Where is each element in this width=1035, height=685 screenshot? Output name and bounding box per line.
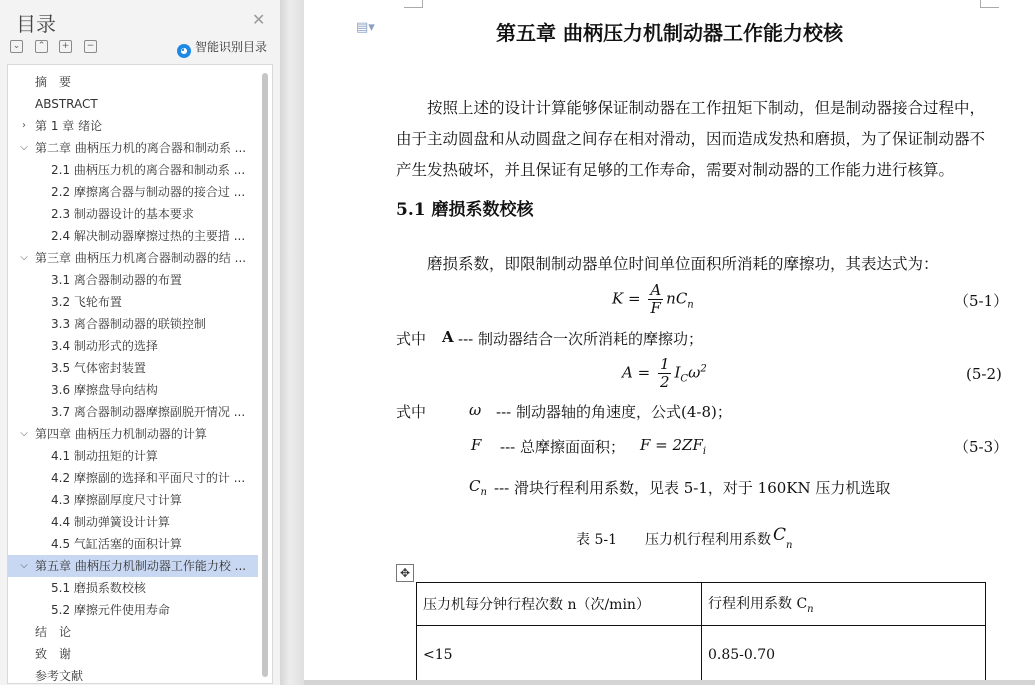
toc-item[interactable] bbox=[8, 379, 258, 401]
toc-item[interactable] bbox=[8, 247, 258, 269]
toc-list bbox=[8, 71, 258, 684]
equation-5-1: K = $\frac{A}{F}$ $nC_n$ bbox=[612, 281, 694, 317]
toc-item[interactable] bbox=[8, 665, 258, 684]
toc-item-label: 第四章 曲柄压力机制动器的计算 bbox=[35, 427, 207, 441]
intro-paragraph bbox=[396, 93, 998, 186]
equation-number: (5-2) bbox=[966, 365, 1002, 383]
toc-item[interactable] bbox=[8, 423, 258, 445]
smart-toc-label: 智能识别目录 bbox=[195, 40, 268, 54]
f-formula: $F = 2ZF_i$ bbox=[640, 436, 707, 457]
chevron-right-icon[interactable]: › bbox=[22, 120, 26, 131]
toc-item-label: 4.4 制动弹簧设计计算 bbox=[51, 515, 170, 529]
close-icon[interactable]: ✕ bbox=[252, 10, 266, 29]
toc-item[interactable] bbox=[8, 291, 258, 313]
symbol-omega: ω bbox=[469, 401, 482, 419]
smart-toc-button[interactable] bbox=[177, 38, 267, 58]
toc-item-label: 4.1 制动扭矩的计算 bbox=[51, 449, 158, 463]
toc-item-label: ABSTRACT bbox=[35, 97, 98, 111]
table-caption: 表 5-1 压力机行程利用系数 $C_n$ bbox=[576, 525, 793, 551]
toc-item[interactable] bbox=[8, 555, 258, 577]
toc-item[interactable] bbox=[8, 137, 258, 159]
toc-item-label: 2.2 摩擦离合器与制动器的接合过 ... bbox=[51, 185, 246, 199]
symbol-cn-desc: --- 滑块行程利用系数，见表 5-1，对于 160KN 压力机选取 bbox=[494, 479, 891, 497]
chapter-title: 第五章 曲柄压力机制动器工作能力校核 bbox=[496, 21, 843, 45]
toc-item-label: 第三章 曲柄压力机离合器制动器的结 ... bbox=[35, 251, 247, 265]
intro-line: 产生发热破坏，并且保证有足够的工作寿命，需要对制动器的工作能力进行核算。 bbox=[396, 161, 955, 179]
toc-item[interactable] bbox=[8, 225, 258, 247]
panel-splitter[interactable] bbox=[280, 0, 304, 685]
document-page bbox=[304, 0, 1035, 685]
toc-item[interactable] bbox=[8, 181, 258, 203]
toc-item[interactable] bbox=[8, 489, 258, 511]
toc-item-label: 第二章 曲柄压力机的离合器和制动系 ... bbox=[35, 141, 247, 155]
toc-item-label: 4.5 气缸活塞的面积计算 bbox=[51, 537, 182, 551]
toc-item[interactable] bbox=[8, 313, 258, 335]
table-cell: 0.85-0.70 bbox=[702, 626, 986, 684]
toc-item-label: 2.3 制动器设计的基本要求 bbox=[51, 207, 194, 221]
toc-item-label: 3.4 制动形式的选择 bbox=[51, 339, 158, 353]
toc-item[interactable] bbox=[8, 357, 258, 379]
stroke-coefficient-table bbox=[416, 582, 986, 684]
toc-item-label: 第五章 曲柄压力机制动器工作能力校 ... bbox=[35, 559, 247, 573]
toc-item-label: 3.3 离合器制动器的联锁控制 bbox=[51, 317, 206, 331]
toc-item[interactable] bbox=[8, 71, 258, 93]
where-label: 式中 bbox=[396, 403, 427, 421]
toc-item[interactable] bbox=[8, 621, 258, 643]
collapse-all-icon[interactable]: ⌄ bbox=[10, 40, 23, 53]
document-icon[interactable]: ▤▾ bbox=[356, 20, 375, 35]
symbol-a-desc: --- 制动器结合一次所消耗的摩擦功； bbox=[458, 330, 703, 348]
sidebar-title: 目录 bbox=[16, 12, 56, 36]
where-label: 式中 bbox=[396, 330, 427, 348]
equation-number: （5-3） bbox=[954, 438, 1009, 456]
section-title: 5.1 磨损系数校核 bbox=[396, 200, 534, 220]
toc-item-label: 3.1 离合器制动器的布置 bbox=[51, 273, 182, 287]
symbol-cn: $C_n$ bbox=[469, 477, 487, 498]
ai-icon: ◕ bbox=[177, 44, 191, 58]
equation-number: （5-1） bbox=[954, 292, 1009, 310]
toc-item[interactable] bbox=[8, 599, 258, 621]
crop-mark bbox=[404, 0, 423, 8]
toc-item-label: 3.2 飞轮布置 bbox=[51, 295, 122, 309]
toc-item-label: 参考文献 bbox=[35, 669, 84, 683]
toc-item-label: 摘 要 bbox=[35, 75, 72, 89]
symbol-omega-desc: --- 制动器轴的角速度，公式(4-8)； bbox=[496, 403, 732, 421]
chevron-down-icon[interactable]: ⌵ bbox=[20, 252, 28, 263]
crop-mark bbox=[980, 0, 999, 8]
toc-item-label: 4.2 摩擦副的选择和平面尺寸的计 ... bbox=[51, 471, 246, 485]
toc-item[interactable] bbox=[8, 577, 258, 599]
table-header-cell: 行程利用系数 $C_n$ bbox=[702, 583, 986, 626]
add-heading-icon[interactable]: + bbox=[59, 40, 72, 53]
toc-item[interactable] bbox=[8, 643, 258, 665]
toc-item[interactable] bbox=[8, 335, 258, 357]
toc-item-label: 5.1 磨损系数校核 bbox=[51, 581, 146, 595]
chevron-down-icon[interactable]: ⌵ bbox=[20, 428, 28, 439]
equation-5-2: A = $\frac{1}{2}$ $I_C\omega^2$ bbox=[622, 355, 707, 391]
chevron-down-icon[interactable]: ⌵ bbox=[20, 142, 28, 153]
toc-item[interactable] bbox=[8, 467, 258, 489]
toc-item-label: 2.4 解决制动器摩擦过热的主要措 ... bbox=[51, 229, 246, 243]
toc-scrollbar[interactable] bbox=[262, 73, 268, 677]
toc-item[interactable] bbox=[8, 511, 258, 533]
table-header-row bbox=[417, 583, 986, 626]
toc-item[interactable] bbox=[8, 93, 258, 115]
horizontal-scrollbar[interactable] bbox=[304, 680, 1035, 685]
toc-item-label: 5.2 摩擦元件使用寿命 bbox=[51, 603, 170, 617]
toc-item-label: 3.7 离合器制动器摩擦副脱开情况 ... bbox=[51, 405, 246, 419]
toc-item-label: 3.6 摩擦盘导向结构 bbox=[51, 383, 158, 397]
toc-item[interactable] bbox=[8, 445, 258, 467]
wear-paragraph: 磨损系数，即限制制动器单位时间单位面积所消耗的摩擦功，其表达式为： bbox=[396, 255, 939, 273]
toc-item[interactable] bbox=[8, 269, 258, 291]
toc-item[interactable] bbox=[8, 203, 258, 225]
toc-item-label: 3.5 气体密封装置 bbox=[51, 361, 146, 375]
table-cell: <15 bbox=[417, 626, 702, 684]
toc-item-label: 4.3 摩擦副厚度尺寸计算 bbox=[51, 493, 182, 507]
intro-line: 由于主动圆盘和从动圆盘之间存在相对滑动，因而造成发热和磨损，为了保证制动器不 bbox=[396, 130, 986, 148]
symbol-f: F bbox=[471, 436, 482, 454]
symbol-f-desc: --- 总摩擦面面积； bbox=[500, 438, 625, 456]
toc-item-label: 第 1 章 绪论 bbox=[35, 119, 103, 133]
toc-panel bbox=[7, 64, 273, 684]
expand-level-icon[interactable]: ⌃ bbox=[35, 40, 48, 53]
toc-item-label: 2.1 曲柄压力机的离合器和制动系 ... bbox=[51, 163, 246, 177]
toc-item-label: 结 论 bbox=[35, 625, 72, 639]
table-row bbox=[417, 626, 986, 684]
toc-item[interactable] bbox=[8, 533, 258, 555]
symbol-a: A bbox=[442, 328, 454, 346]
toc-item[interactable] bbox=[8, 401, 258, 423]
intro-line: 按照上述的设计计算能够保证制动器在工作扭矩下制动，但是制动器接合过程中， bbox=[396, 99, 986, 117]
remove-heading-icon[interactable]: − bbox=[84, 40, 97, 53]
chevron-down-icon[interactable]: ⌵ bbox=[20, 560, 28, 571]
toc-sidebar bbox=[0, 0, 280, 685]
toc-item[interactable] bbox=[8, 115, 258, 137]
table-move-handle[interactable]: ✥ bbox=[396, 564, 414, 582]
toc-item-label: 致 谢 bbox=[35, 647, 72, 661]
toc-item[interactable] bbox=[8, 159, 258, 181]
table-header-cell: 压力机每分钟行程次数 n（次/min） bbox=[417, 583, 702, 626]
